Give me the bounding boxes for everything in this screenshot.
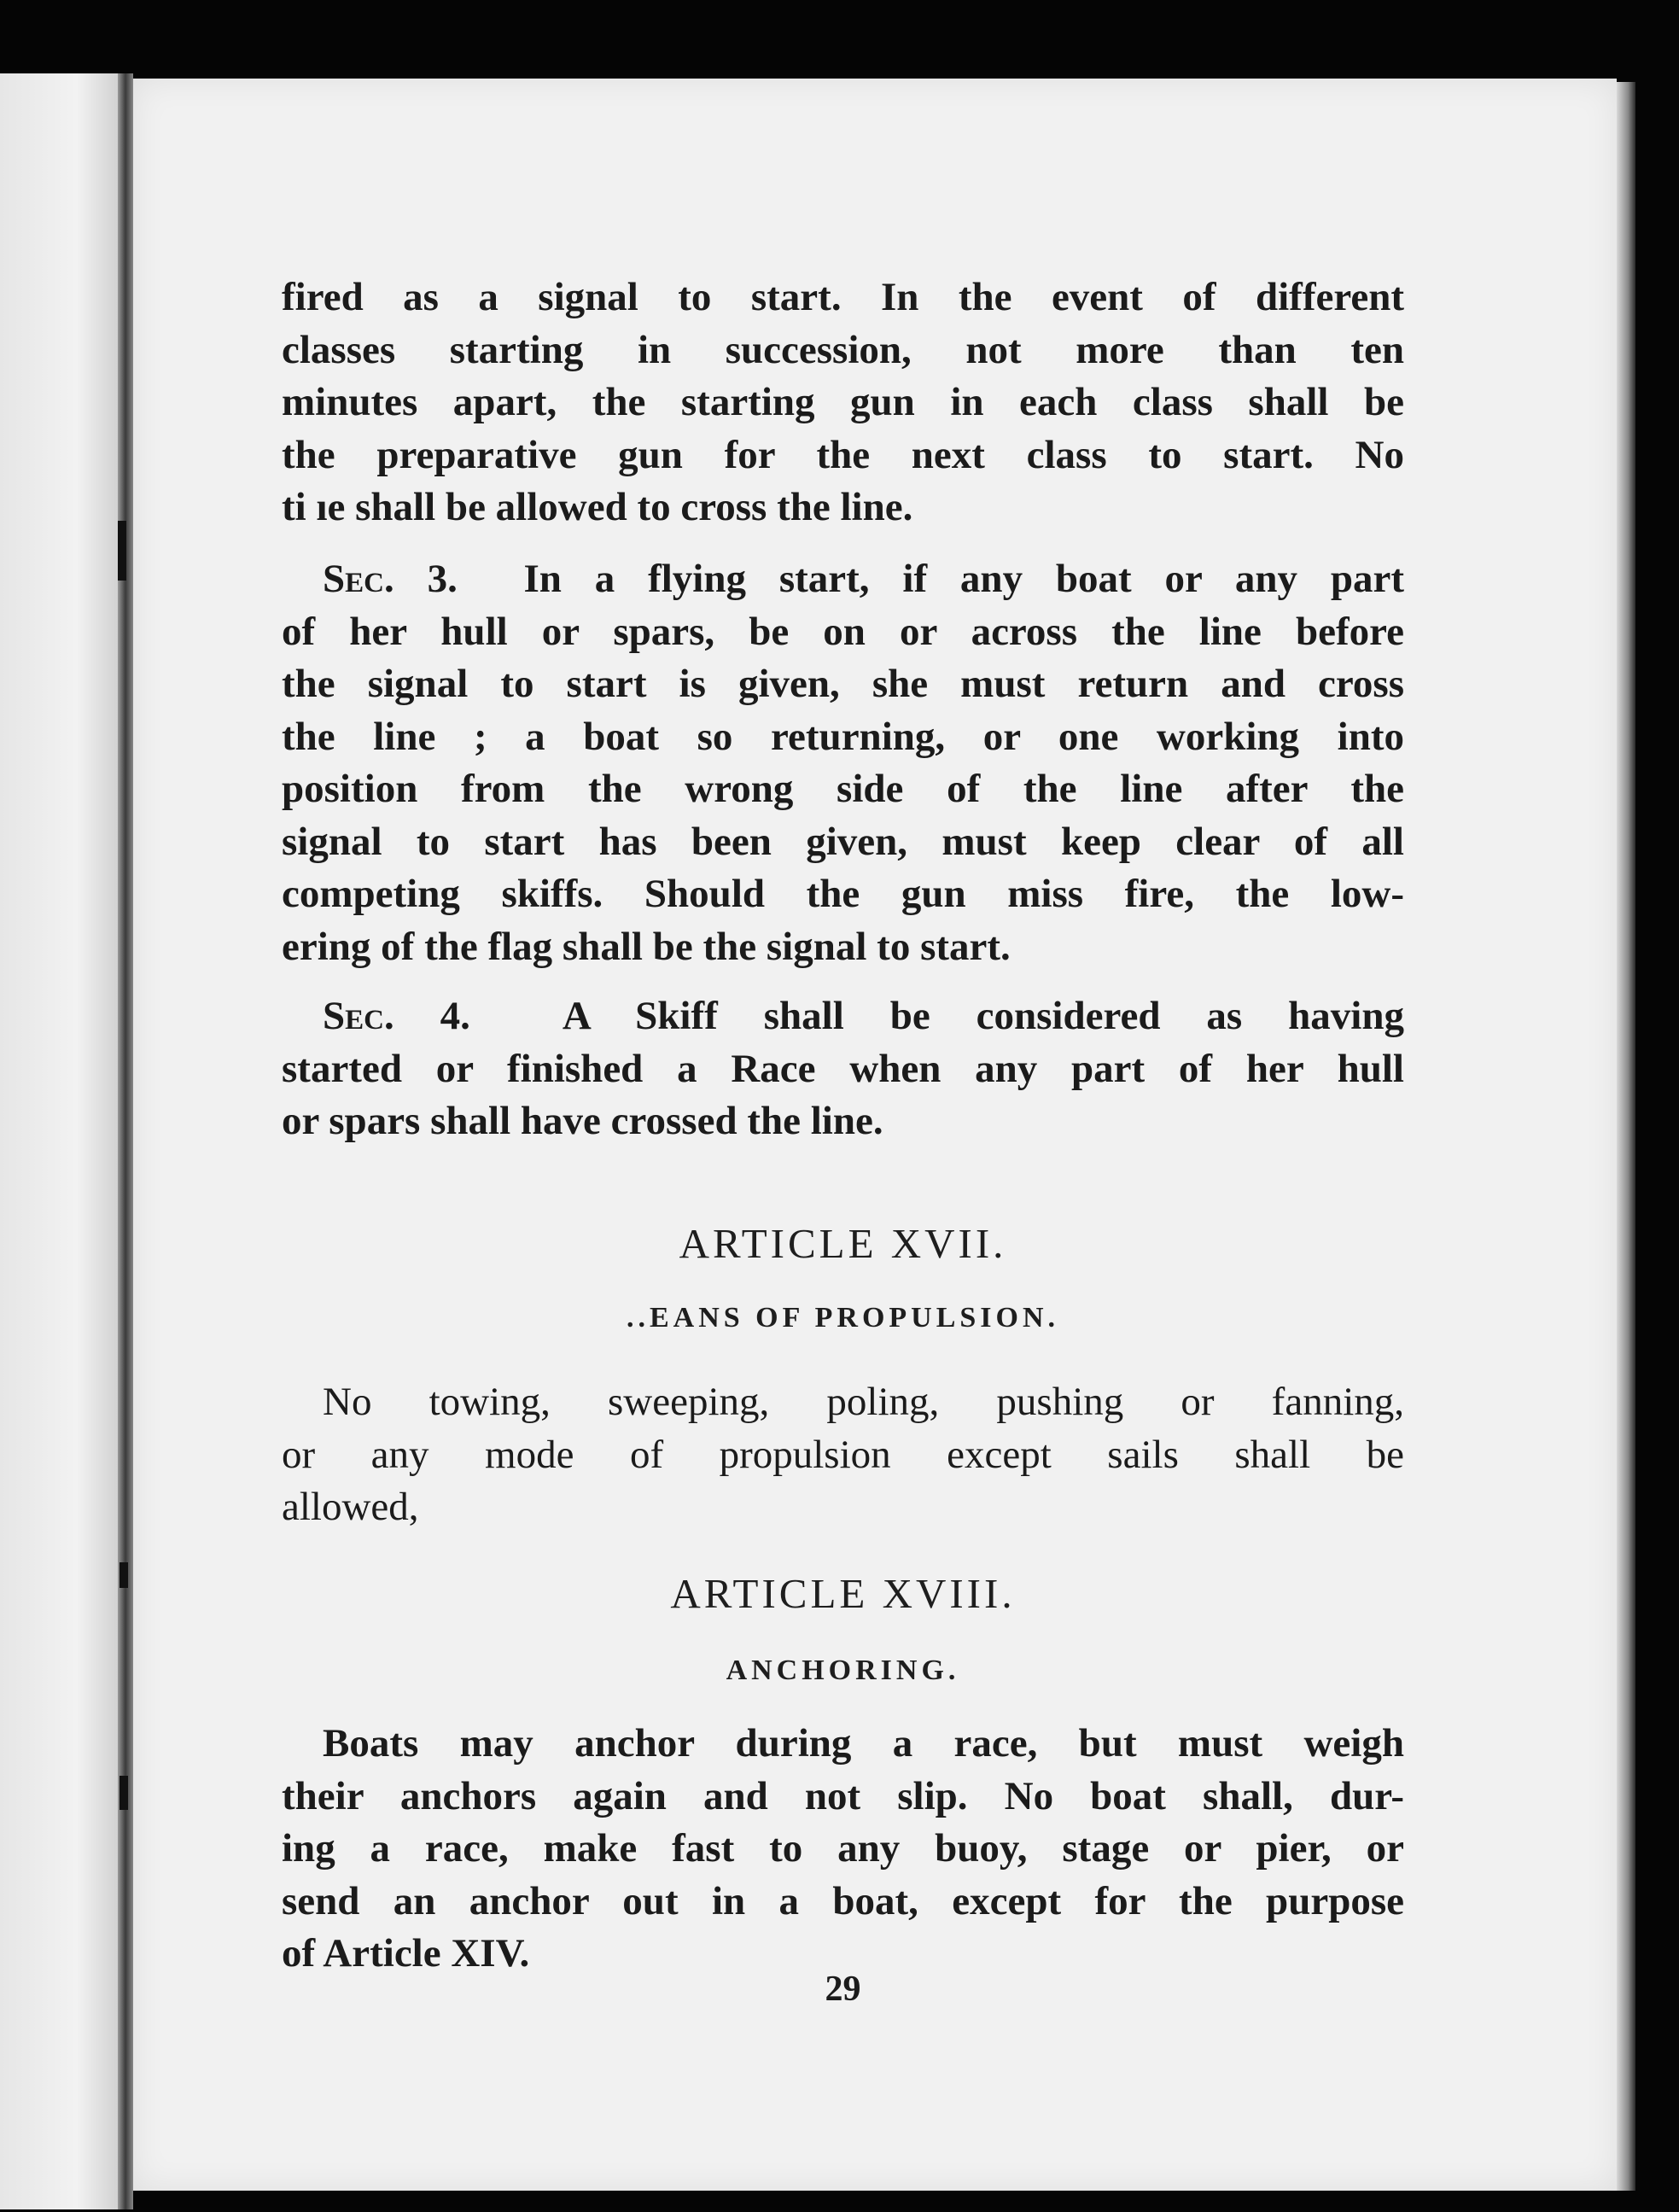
spine-mark	[118, 521, 126, 581]
text-line: ing a race, make fast to any buoy, stage or pier, or	[282, 1826, 1404, 1871]
article-17-title: ARTICLE XVII.	[679, 1220, 1007, 1267]
section-3-paragraph	[282, 553, 1404, 973]
text-line: competing skiffs. Should the gun miss fire, the low-	[282, 872, 1404, 916]
text-line: of Article XIV.	[282, 1931, 530, 1976]
section-label: Sec. 4.	[323, 994, 470, 1038]
text-line: the line ; a boat so returning, or one working into	[282, 714, 1404, 759]
article-18-title: ARTICLE XVIII.	[670, 1570, 1016, 1617]
text-line: classes starting in succession, not more than ten	[282, 327, 1404, 372]
text-line: position from the wrong side of the line after the	[282, 767, 1404, 811]
text-line: Boats may anchor during a race, but must weigh	[323, 1721, 1404, 1766]
text-line	[282, 553, 1404, 606]
text-line: of her hull or spars, be on or across the line before	[282, 609, 1404, 654]
text-line: send an anchor out in a boat, except for the purpose	[282, 1878, 1404, 1923]
text-line: or any mode of propulsion except sails shall be	[282, 1432, 1404, 1477]
text-line: their anchors again and not slip. No boat shall, dur-	[282, 1773, 1404, 1818]
text-line: started or finished a Race when any part of her hull	[282, 1046, 1404, 1091]
text-line: allowed,	[282, 1485, 419, 1529]
spine-mark	[120, 1776, 128, 1810]
text-line: the preparative gun for the next class to start. No	[282, 432, 1404, 477]
text-line: fired as a signal to start. In the event of different	[282, 275, 1404, 319]
section-4-paragraph	[282, 990, 1404, 1148]
text-line: minutes apart, the starting gun in each class shall be	[282, 380, 1404, 424]
text-line: signal to start has been given, must keep clear of all	[282, 819, 1404, 864]
text-line: No towing, sweeping, poling, pushing or fanning,	[323, 1380, 1404, 1424]
spine-mark	[120, 1562, 128, 1588]
text-line: ti ıe shall be allowed to cross the line.	[282, 485, 913, 529]
section-text: In a flying start, if any boat or any part	[523, 557, 1405, 601]
text-line: or spars shall have crossed the line.	[282, 1099, 883, 1143]
article-17-body	[282, 1376, 1404, 1534]
page-edge-shadow	[1617, 82, 1635, 2191]
text-line	[282, 990, 1404, 1043]
text-line: ering of the flag shall be the signal to start.	[282, 924, 1011, 969]
article-18-body	[282, 1718, 1404, 1981]
paragraph-continuation	[282, 271, 1404, 534]
facing-page-edge	[0, 73, 128, 2209]
text-line: the signal to start is given, she must return and cross	[282, 662, 1404, 706]
section-label: Sec. 3.	[323, 557, 458, 601]
book-spine	[118, 73, 133, 2209]
section-text: A Skiff shall be considered as having	[562, 994, 1405, 1038]
article-17-subtitle: ..EANS OF PROPULSION.	[626, 1302, 1060, 1334]
article-18-subtitle: ANCHORING.	[726, 1655, 960, 1686]
page-number: 29	[825, 1970, 861, 2009]
